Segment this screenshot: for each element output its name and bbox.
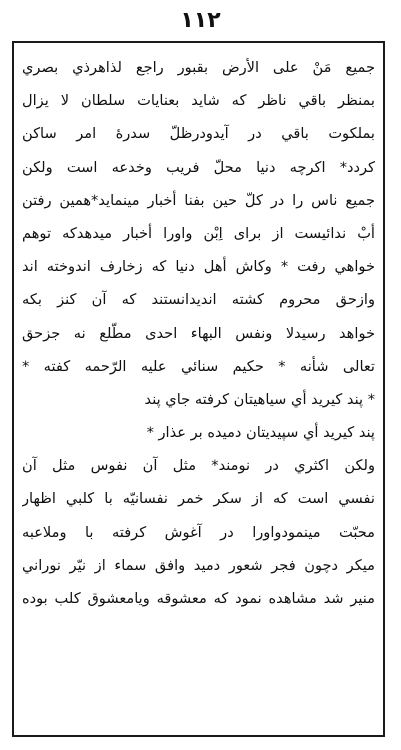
text-line: أبْ ندائيست از براى اِبْن واورا أخبار ميدهدكه توهم <box>22 224 375 242</box>
page-number: ١١٢ <box>180 8 221 33</box>
text-line: وازحق محروم كشته انديدانستند كه آن كنز بكه <box>22 291 375 309</box>
text-line: محبّت مينمودواورا در آغوش كرفته با وملاعبه <box>22 523 375 541</box>
text-line: خواهد رسيدلا ونفس البهاء احدى مطّلع نه جزحق <box>22 324 375 342</box>
text-line: ولكن اكثري در نومند* مثل آن نفوس مثل آن <box>22 457 375 475</box>
text-line: ميكر دچون فجر شعور دميد وافق سماء از نيّر نوراني <box>22 556 375 574</box>
text-line: جميع مَنْ على الأرض بقبور راجع لذاهرذي بصري <box>22 59 375 76</box>
text-line: تعالى شأنه * حكيم سنائي عليه الرّحمه كفته * <box>22 357 375 375</box>
text-line: نفسي است كه از سكر خمر نفسانيّه با كلبي اظهار <box>22 490 375 508</box>
verse-line: پند كيريد أي سپيديتان دميده بر عذار * <box>146 424 375 442</box>
verse-line: * پند كيريد أي سياهيتان كرفته جاي پند <box>144 390 375 408</box>
text-line: جميع ناس را در كلّ حين بفنا أخبار مينمايد*همين رفتن <box>22 191 375 209</box>
text-line: خواهي رفت * وكاش أهل دنيا كه زخارف اندوخته اند <box>22 258 375 276</box>
text-line: بملكوت باقي در آيدودرظلّ سدرهٔ امر ساكن <box>22 125 375 143</box>
text-line: كردد* اكرچه دنيا محلّ فريب وخدعه است ولكن <box>22 158 375 176</box>
text-line: بمنظر باقي ناظر كه شايد بعنايات سلطان لا يزال <box>22 92 375 110</box>
text-body <box>22 51 375 727</box>
text-line: منير شد مشاهده نمود كه معشوقه ويامعشوق كلب بوده <box>22 590 375 607</box>
text-frame <box>12 41 385 737</box>
